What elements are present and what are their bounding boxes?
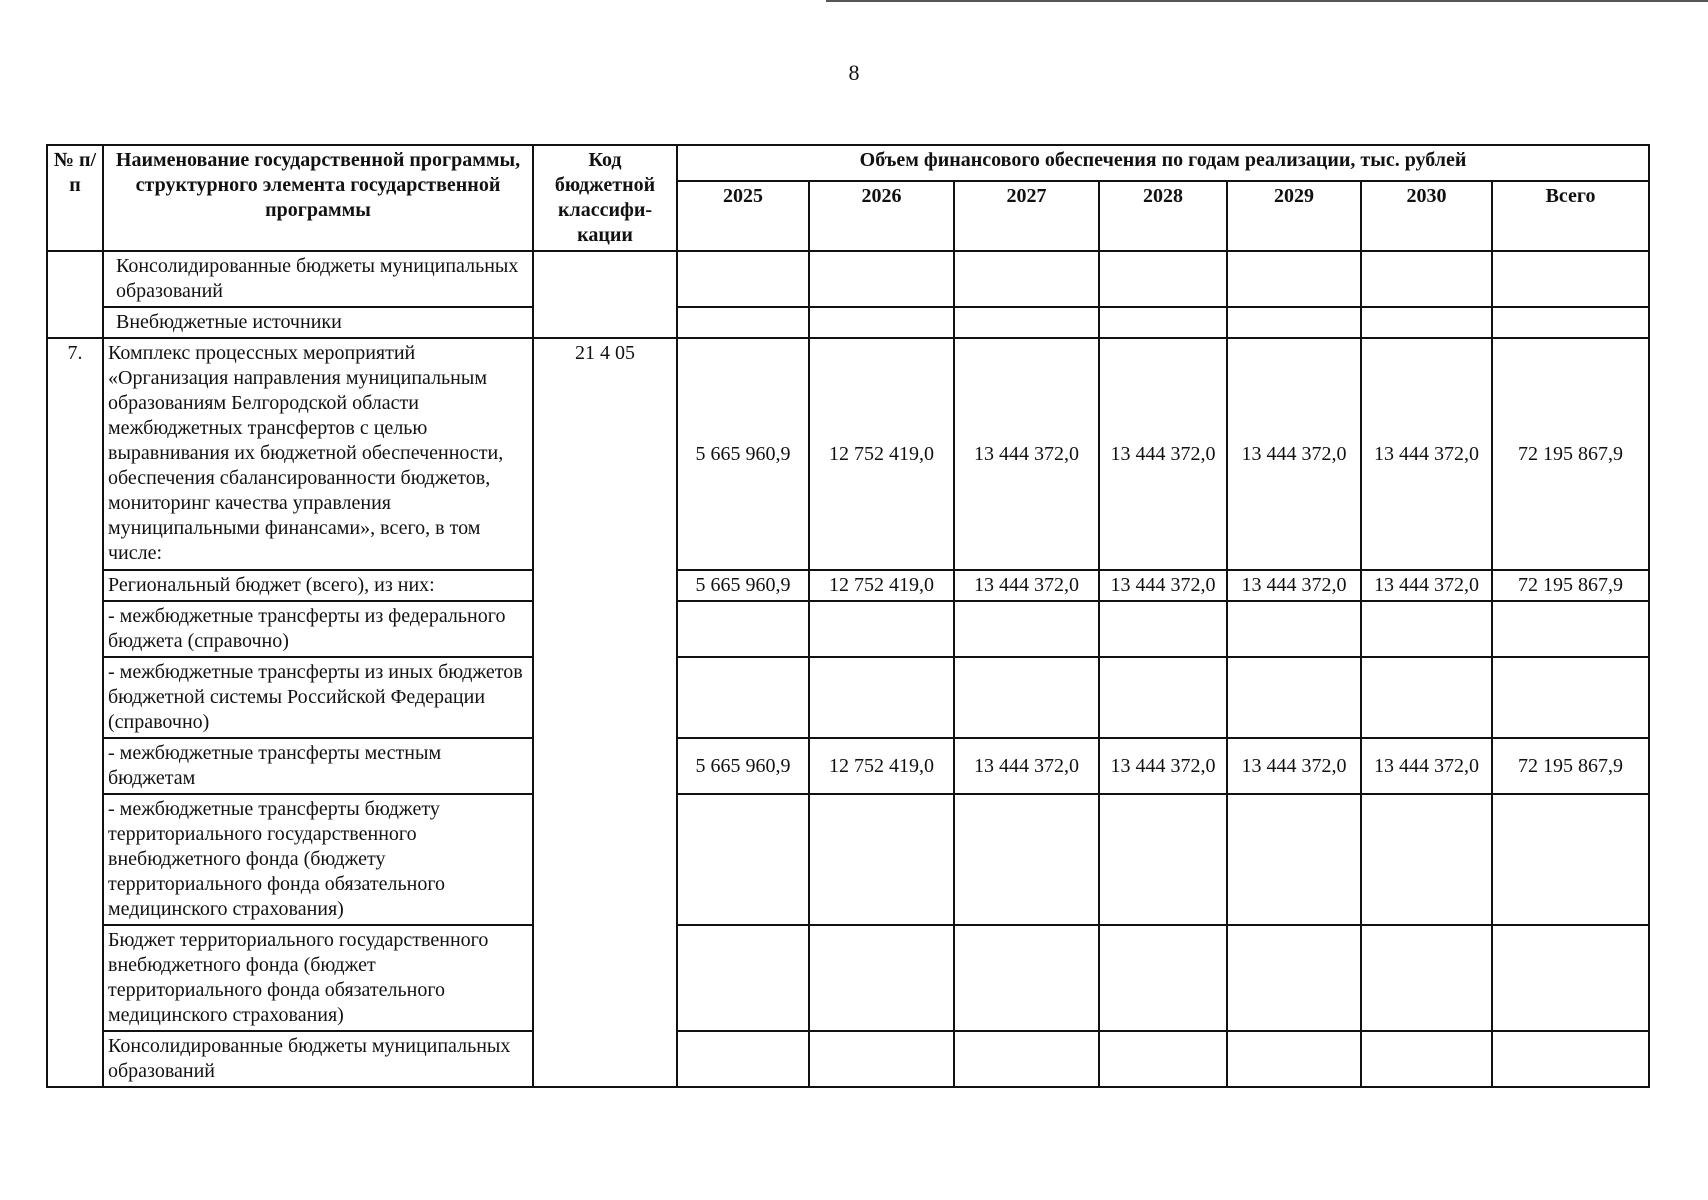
value-total — [1492, 251, 1649, 307]
value-2027 — [954, 925, 1099, 1031]
value-2028 — [1099, 251, 1227, 307]
value-2026 — [809, 925, 954, 1031]
value-total: 72 195 867,9 — [1492, 338, 1649, 570]
value-2027: 13 444 372,0 — [954, 738, 1099, 794]
value-total — [1492, 601, 1649, 657]
table-row — [47, 657, 1649, 738]
header-year-2029: 2029 — [1227, 181, 1361, 251]
header-year-2028: 2028 — [1099, 181, 1227, 251]
value-2026 — [809, 251, 954, 307]
table-row — [47, 601, 1649, 657]
value-2027 — [954, 251, 1099, 307]
value-2025 — [677, 1031, 809, 1087]
value-2029 — [1227, 657, 1361, 738]
value-2028: 13 444 372,0 — [1099, 738, 1227, 794]
value-2028 — [1099, 794, 1227, 925]
value-total — [1492, 794, 1649, 925]
row-name: Комплекс процессных мероприятий «Организация направления муниципальным образованиям Белгородской области межбюджетных трансфертов с целью выравнивания их бюджетной обеспеченности, обеспечения сбалансированности бюджетов, мониторинг качества управления муниципальными финансами», всего, в том числе: — [103, 338, 533, 570]
value-2029 — [1227, 794, 1361, 925]
value-total — [1492, 657, 1649, 738]
header-no: № п/п — [47, 145, 103, 251]
row-name: - межбюджетные трансферты местным бюджетам — [103, 738, 533, 794]
row-name: Региональный бюджет (всего), из них: — [103, 570, 533, 601]
value-2026 — [809, 657, 954, 738]
value-2025: 5 665 960,9 — [677, 338, 809, 570]
table-row — [47, 338, 1649, 570]
row-code-cell — [533, 251, 677, 338]
value-2029: 13 444 372,0 — [1227, 338, 1361, 570]
value-2030 — [1361, 657, 1492, 738]
value-2027 — [954, 1031, 1099, 1087]
value-2030 — [1361, 925, 1492, 1031]
value-2028: 13 444 372,0 — [1099, 338, 1227, 570]
table-row — [47, 251, 1649, 307]
value-2026: 12 752 419,0 — [809, 570, 954, 601]
value-2030 — [1361, 1031, 1492, 1087]
value-2026 — [809, 794, 954, 925]
value-2027: 13 444 372,0 — [954, 570, 1099, 601]
header-name: Наименование государственной программы, структурного элемента государственной программы — [103, 145, 533, 251]
row-name: Бюджет территориального государственного внебюджетного фонда (бюджет территориального фонда обязательного медицинского страхования) — [103, 925, 533, 1031]
value-2026 — [809, 307, 954, 338]
value-2027 — [954, 794, 1099, 925]
value-2029: 13 444 372,0 — [1227, 738, 1361, 794]
value-2026 — [809, 1031, 954, 1087]
header-financing-group: Объем финансового обеспечения по годам реализации, тыс. рублей — [677, 145, 1649, 181]
table-row — [47, 794, 1649, 925]
row-number-cell — [47, 251, 103, 338]
value-2028 — [1099, 657, 1227, 738]
value-total: 72 195 867,9 — [1492, 738, 1649, 794]
value-2025: 5 665 960,9 — [677, 570, 809, 601]
value-total — [1492, 1031, 1649, 1087]
item-number: 7. — [47, 338, 103, 1087]
header-code: Код бюджетной классифи-кации — [533, 145, 677, 251]
page-number: 8 — [848, 60, 860, 85]
value-2030: 13 444 372,0 — [1361, 570, 1492, 601]
value-2027 — [954, 657, 1099, 738]
value-2025 — [677, 251, 809, 307]
value-2030 — [1361, 307, 1492, 338]
table-row — [47, 738, 1649, 794]
value-2025 — [677, 794, 809, 925]
value-2025 — [677, 307, 809, 338]
value-2025 — [677, 601, 809, 657]
value-2025: 5 665 960,9 — [677, 738, 809, 794]
budget-code: 21 4 05 — [533, 338, 677, 1087]
value-2029 — [1227, 1031, 1361, 1087]
value-2026: 12 752 419,0 — [809, 338, 954, 570]
header-row-1 — [47, 145, 1649, 181]
scan-edge-line — [826, 0, 1708, 2]
header-year-2030: 2030 — [1361, 181, 1492, 251]
value-2030 — [1361, 601, 1492, 657]
row-name: - межбюджетные трансферты из федерального бюджета (справочно) — [103, 601, 533, 657]
value-2030 — [1361, 794, 1492, 925]
table-row — [47, 307, 1649, 338]
table-row — [47, 570, 1649, 601]
value-total — [1492, 925, 1649, 1031]
row-name: - межбюджетные трансферты из иных бюджетов бюджетной системы Российской Федерации (справочно) — [103, 657, 533, 738]
header-year-2027: 2027 — [954, 181, 1099, 251]
value-2026: 12 752 419,0 — [809, 738, 954, 794]
table-row — [47, 1031, 1649, 1087]
value-total: 72 195 867,9 — [1492, 570, 1649, 601]
value-2030: 13 444 372,0 — [1361, 738, 1492, 794]
row-name: Консолидированные бюджеты муниципальных образований — [103, 1031, 533, 1087]
value-2028 — [1099, 1031, 1227, 1087]
row-name: Внебюджетные источники — [103, 307, 533, 338]
header-year-2026: 2026 — [809, 181, 954, 251]
value-2028: 13 444 372,0 — [1099, 570, 1227, 601]
value-2030: 13 444 372,0 — [1361, 338, 1492, 570]
row-name: Консолидированные бюджеты муниципальных образований — [103, 251, 533, 307]
value-2029 — [1227, 251, 1361, 307]
value-2029 — [1227, 307, 1361, 338]
value-2028 — [1099, 307, 1227, 338]
row-name: - межбюджетные трансферты бюджету территориального государственного внебюджетного фонда (бюджету территориального фонда обязательного медицинского страхования) — [103, 794, 533, 925]
value-2030 — [1361, 251, 1492, 307]
value-2029 — [1227, 925, 1361, 1031]
value-2029: 13 444 372,0 — [1227, 570, 1361, 601]
value-2029 — [1227, 601, 1361, 657]
value-2028 — [1099, 601, 1227, 657]
header-year-2025: 2025 — [677, 181, 809, 251]
financing-table — [46, 144, 1650, 1088]
value-2026 — [809, 601, 954, 657]
value-2025 — [677, 925, 809, 1031]
value-2027: 13 444 372,0 — [954, 338, 1099, 570]
table-row — [47, 925, 1649, 1031]
value-2027 — [954, 307, 1099, 338]
value-total — [1492, 307, 1649, 338]
header-total: Всего — [1492, 181, 1649, 251]
value-2028 — [1099, 925, 1227, 1031]
value-2027 — [954, 601, 1099, 657]
value-2025 — [677, 657, 809, 738]
